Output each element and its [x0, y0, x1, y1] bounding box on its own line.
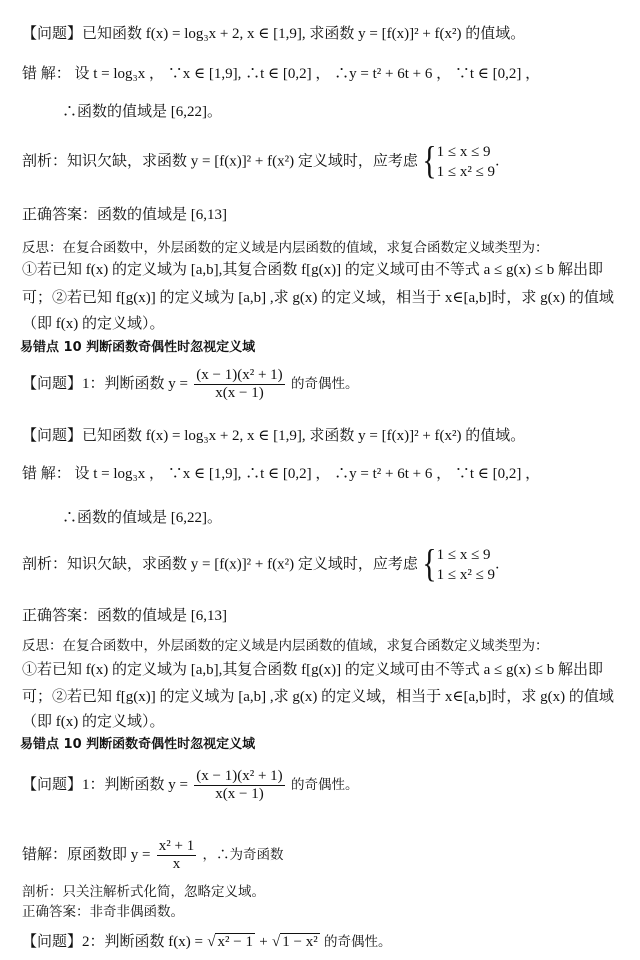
- analysis-line: 剖析：知识欠缺，求函数 y = [f(x)]² + f(x²) 定义域时，应考虑 { 1 ≤ x ≤ 9 1 ≤ x² ≤ 9 .: [22, 139, 500, 183]
- analysis-line: 剖析：知识欠缺，求函数 y = [f(x)]² + f(x²) 定义域时，应考虑 { 1 ≤ x ≤ 9 1 ≤ x² ≤ 9 .: [22, 542, 500, 586]
- case-brace: { 1 ≤ x ≤ 9 1 ≤ x² ≤ 9: [422, 139, 496, 183]
- question-1: 【问题】1：判断函数 y = $\frac{\text{(x − 1)(x² + 1)}}{x(x - 1)}$ 的奇偶性。: [22, 768, 359, 802]
- wrong-solution-2: 错解：原函数即 y = $\frac{\text{x² + 1}}{x}$ ，∴为奇函数: [22, 838, 284, 872]
- section-heading: 易错点 10 判断函数奇偶性时忽视定义域: [20, 340, 256, 355]
- reflection-line-1: 反思：在复合函数中，外层函数的定义域是内层函数的值域，求复合函数定义域类型为：: [22, 240, 549, 256]
- correct-answer: 正确答案：函数的值域是 [6,13]: [22, 207, 227, 223]
- wrong-result: ∴函数的值域是 [6,22]。: [62, 104, 222, 120]
- reflection-line-4: （即 f(x) 的定义域）。: [22, 316, 165, 332]
- fraction: $\frac{\text{(x − 1)(x² + 1)}}{x(x - 1)}$: [196, 367, 283, 401]
- wrong-solution: 错 解： 设 t = log₃x ， ∵x ∈ [1,9], ∴t ∈ [0,2] ， ∴y = t² + 6t + 6 ， ∵t ∈ [0,2] ，: [22, 466, 541, 482]
- reflection-line-2: ①若已知 f(x) 的定义域为 [a,b],其复合函数 f[g(x)] 的定义域可由不等式 a ≤ g(x) ≤ b 解出即: [22, 662, 603, 678]
- problem-statement: 【问题】已知函数 f(x) = log₃x + 2, x ∈ [1,9], 求函数 y = [f(x)]² + f(x²) 的值域。: [22, 26, 526, 42]
- reflection-line-1: 反思：在复合函数中，外层函数的定义域是内层函数的值域，求复合函数定义域类型为：: [22, 638, 549, 654]
- reflection-line-3: 可；②若已知 f[g(x)] 的定义域为 [a,b] ,求 g(x) 的定义域，相当于 x∈[a,b]时，求 g(x) 的值域: [22, 290, 614, 306]
- question-1: 【问题】1：判断函数 y = $\frac{\text{(x − 1)(x² + 1)}}{x(x - 1)}$ 的奇偶性。: [22, 367, 359, 401]
- correct-answer: 正确答案：函数的值域是 [6,13]: [22, 608, 227, 624]
- fraction: $\frac{\text{x² + 1}}{x}$: [158, 838, 195, 872]
- wrong-result: ∴函数的值域是 [6,22]。: [62, 510, 222, 526]
- reflection-line-4: （即 f(x) 的定义域）。: [22, 714, 165, 730]
- correct-answer-2: 正确答案：非奇非偶函数。: [22, 904, 184, 920]
- section-heading: 易错点 10 判断函数奇偶性时忽视定义域: [20, 737, 256, 752]
- reflection-line-3: 可；②若已知 f[g(x)] 的定义域为 [a,b] ,求 g(x) 的定义域，相当于 x∈[a,b]时，求 g(x) 的值域: [22, 689, 614, 705]
- problem-statement: 【问题】已知函数 f(x) = log₃x + 2, x ∈ [1,9], 求函数 y = [f(x)]² + f(x²) 的值域。: [22, 428, 526, 444]
- case-brace: { 1 ≤ x ≤ 9 1 ≤ x² ≤ 9: [422, 542, 496, 586]
- sqrt-term-2: 1 − x²: [282, 934, 318, 950]
- sqrt-term-1: x² − 1: [217, 934, 253, 950]
- question-2: 【问题】2：判断函数 f(x) = √ x² − 1 + √ 1 − x² 的奇偶性。: [22, 934, 392, 950]
- wrong-solution: 错 解： 设 t = log₃x ， ∵x ∈ [1,9], ∴t ∈ [0,2] ， ∴y = t² + 6t + 6 ， ∵t ∈ [0,2] ，: [22, 66, 541, 82]
- reflection-line-2: ①若已知 f(x) 的定义域为 [a,b],其复合函数 f[g(x)] 的定义域可由不等式 a ≤ g(x) ≤ b 解出即: [22, 262, 603, 278]
- analysis-2: 剖析：只关注解析式化简，忽略定义域。: [22, 884, 265, 900]
- fraction: $\frac{\text{(x − 1)(x² + 1)}}{x(x - 1)}$: [196, 768, 283, 802]
